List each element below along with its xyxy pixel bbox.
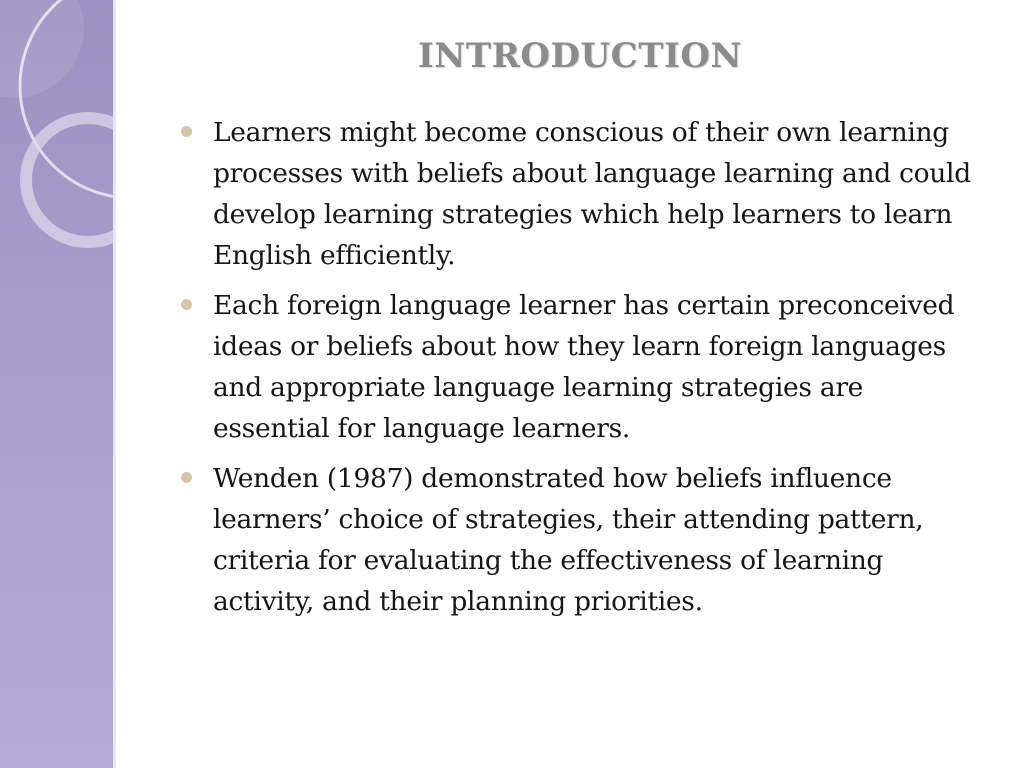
bullet-item [178,458,978,622]
slide-title: INTRODUCTION [417,36,743,76]
bullet-dot-icon [181,126,192,137]
bullet-text: Learners might become conscious of their own learning processes with beliefs about language learning and could develop learning strategies which help learners to learn English efficiently. [213,117,971,271]
bullet-list [178,112,978,631]
bullet-text: Each foreign language learner has certain preconceived ideas or beliefs about how they learn foreign languages and appropriate language learning strategies are essential for language learners. [213,290,955,444]
decorative-sidebar [0,0,113,768]
bullet-item [178,285,978,449]
bullet-dot-icon [181,299,192,310]
bullet-dot-icon [181,472,192,483]
sidebar-divider [113,0,116,768]
decorative-rings-icon [0,0,113,260]
bullet-item [178,112,978,276]
bullet-text: Wenden (1987) demonstrated how beliefs influence learners’ choice of strategies, their attending pattern, criteria for evaluating the effectiveness of learning activity, and their planning priorities. [213,463,924,617]
